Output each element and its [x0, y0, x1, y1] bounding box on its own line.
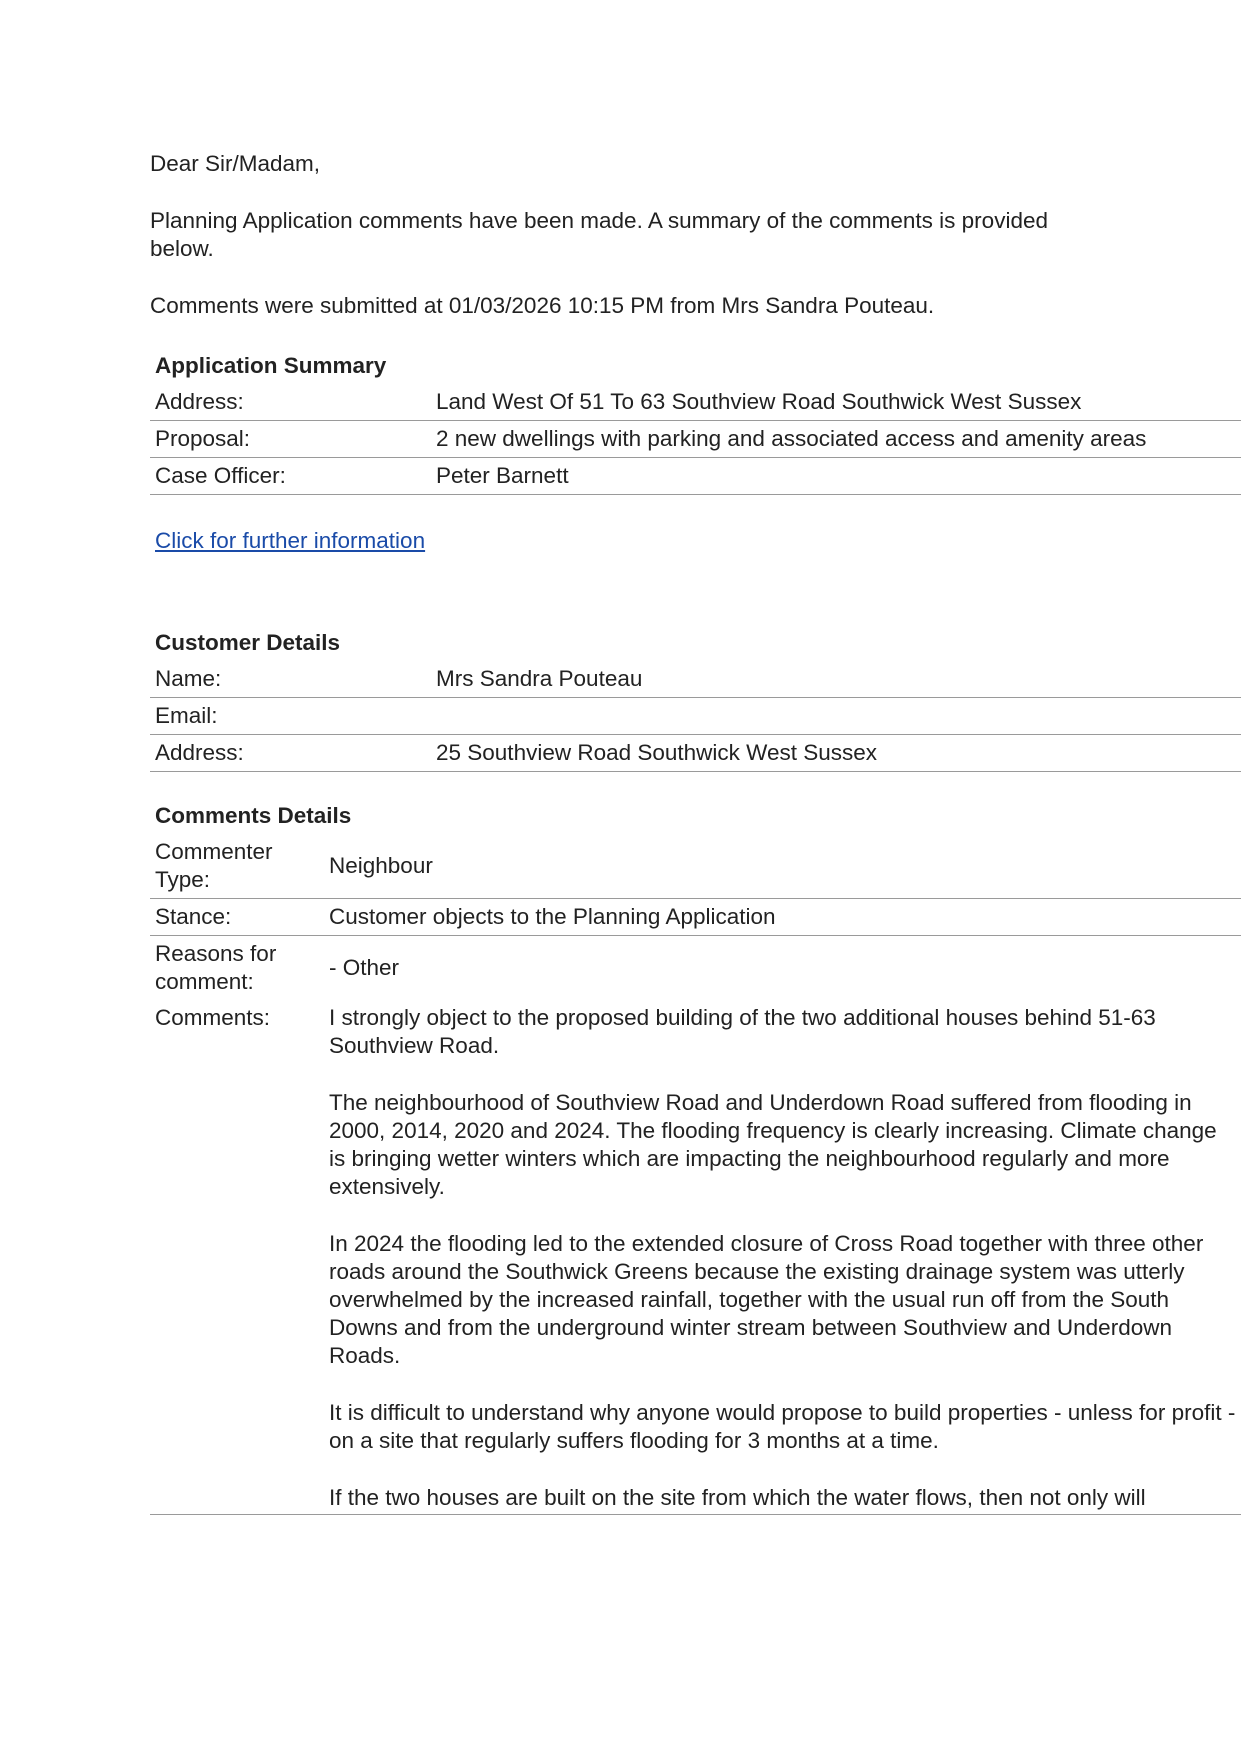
- application-summary-title: Application Summary: [155, 353, 387, 378]
- comments-details-title: Comments Details: [155, 803, 352, 828]
- comments-text: [324, 1000, 1241, 1515]
- stance-label: Stance:: [150, 899, 324, 936]
- address-value: Land West Of 51 To 63 Southview Road Southwick West Sussex: [431, 384, 1241, 421]
- further-info-wrap: [150, 527, 1241, 555]
- stance-value: Customer objects to the Planning Application: [324, 899, 1241, 936]
- proposal-label: Proposal:: [150, 421, 431, 458]
- commenter-type-label: Commenter Type:: [150, 834, 324, 899]
- greeting: Dear Sir/Madam,: [150, 151, 321, 176]
- table-row: [150, 661, 1241, 698]
- customer-email-label: Email:: [150, 698, 431, 735]
- table-row: [150, 458, 1241, 495]
- submission-notice: Comments were submitted at 01/03/2026 10:15 PM from Mrs Sandra Pouteau.: [150, 293, 935, 318]
- table-row: [150, 1000, 1241, 1515]
- proposal-value: 2 new dwellings with parking and associated access and amenity areas: [431, 421, 1241, 458]
- table-row: [150, 698, 1241, 735]
- further-information-link[interactable]: Click for further information: [155, 528, 426, 553]
- reasons-value: - Other: [329, 955, 400, 980]
- table-row: [150, 899, 1241, 936]
- comments-label: Comments:: [150, 1000, 324, 1515]
- address-label: Address:: [150, 384, 431, 421]
- customer-name-label: Name:: [150, 661, 431, 698]
- comment-paragraph: It is difficult to understand why anyone would propose to build properties - unless for profit - on a site that regularly suffers flooding for 3 months at a time.: [329, 1400, 1236, 1453]
- comment-paragraph: If the two houses are built on the site from which the water flows, then not only will: [329, 1485, 1146, 1510]
- table-row: [150, 421, 1241, 458]
- case-officer-label: Case Officer:: [150, 458, 431, 495]
- comments-details-table: [150, 834, 1241, 1515]
- intro-text: Planning Application comments have been made. A summary of the comments is provided below.: [150, 208, 1048, 261]
- comment-paragraph: I strongly object to the proposed building of the two additional houses behind 51-63 Southview Road.: [329, 1005, 1156, 1058]
- application-summary: [150, 352, 1241, 555]
- comments-details: [150, 802, 1241, 1515]
- case-officer-value: Peter Barnett: [431, 458, 1241, 495]
- customer-details: [150, 629, 1241, 772]
- customer-address-label: Address:: [150, 735, 431, 772]
- customer-details-table: [150, 661, 1241, 772]
- comment-paragraph: The neighbourhood of Southview Road and Underdown Road suffered from flooding in 2000, 2014, 2020 and 2024. The flooding frequency is clearly increasing. Climate change is bringing wetter winters which are impacting the neighbourhood regularly and more extensively.: [329, 1090, 1217, 1199]
- table-row: [150, 936, 1241, 1001]
- customer-name-value: Mrs Sandra Pouteau: [431, 661, 1241, 698]
- application-summary-table: [150, 384, 1241, 495]
- comment-paragraph: In 2024 the flooding led to the extended closure of Cross Road together with three other roads around the Southwick Greens because the existing drainage system was utterly overwhelmed by the increased rainfall, together with the usual run off from the South Downs and from the underground winter stream between Southview and Underdown Roads.: [329, 1231, 1204, 1368]
- table-row: [150, 834, 1241, 899]
- commenter-type-value: Neighbour: [324, 834, 1241, 899]
- table-row: [150, 384, 1241, 421]
- reasons-label: Reasons for comment:: [155, 941, 277, 994]
- customer-details-title: Customer Details: [155, 630, 341, 655]
- letter-page: [150, 150, 1241, 1515]
- customer-email-value: [431, 698, 1241, 735]
- table-row: [150, 735, 1241, 772]
- customer-address-value: 25 Southview Road Southwick West Sussex: [431, 735, 1241, 772]
